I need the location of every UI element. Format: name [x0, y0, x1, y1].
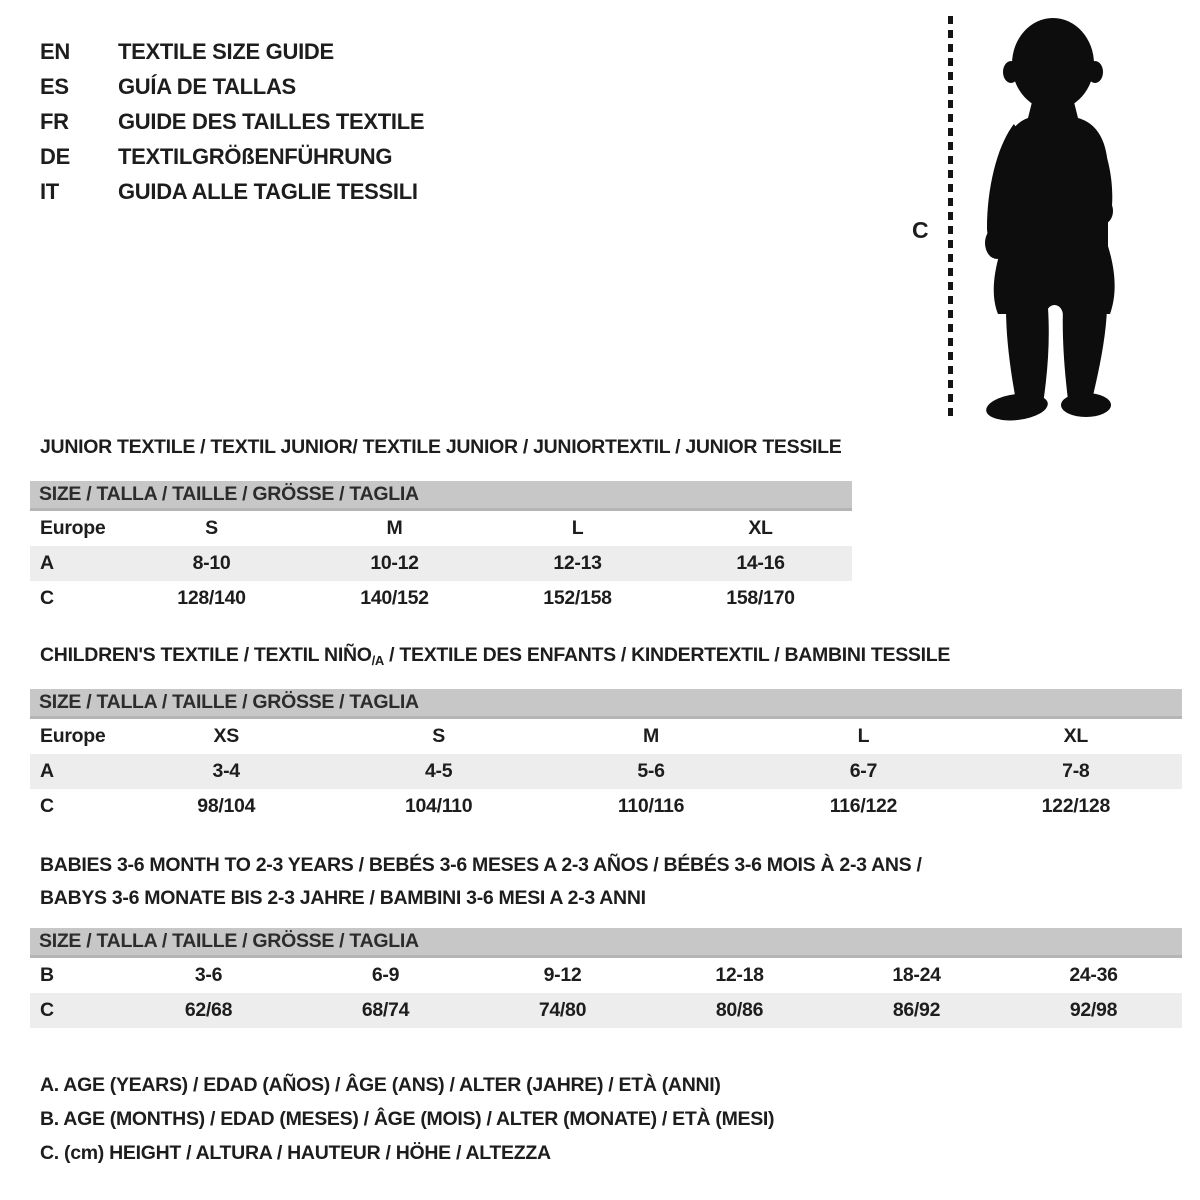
size-cell: S — [205, 517, 218, 539]
value-cell: 152/158 — [543, 587, 612, 609]
value-cell: 4-5 — [424, 760, 453, 782]
language-title-list — [40, 34, 424, 209]
value-cell: 12-13 — [553, 552, 602, 574]
value-cell: 104/110 — [404, 795, 473, 817]
row-label: C — [40, 795, 54, 817]
children-heading-suffix: / TEXTILE DES ENFANTS / KINDERTEXTIL / BAMBINI TESSILE — [384, 644, 951, 666]
value-cell: 62/68 — [184, 999, 233, 1021]
guide-title: GUIDA ALLE TAGLIE TESSILI — [118, 178, 418, 204]
legend-line-b: B. AGE (MONTHS) / EDAD (MESES) / ÂGE (MOIS) / ALTER (MONATE) / ETÀ (MESI) — [40, 1107, 775, 1130]
size-cell: M — [386, 517, 403, 539]
value-cell: 24-36 — [1069, 964, 1118, 986]
size-cell: XL — [748, 517, 773, 539]
value-cell: 3-6 — [194, 964, 223, 986]
value-cell: 80/86 — [715, 999, 764, 1021]
children-section-heading — [40, 644, 950, 668]
language-code: IT — [40, 178, 59, 204]
size-header-bar: SIZE / TALLA / TAILLE / GRÖSSE / TAGLIA — [30, 928, 1182, 958]
children-heading-subscript: /A — [371, 653, 385, 668]
babies-section-heading — [40, 849, 922, 915]
children-heading-prefix: CHILDREN'S TEXTILE / TEXTIL NIÑO — [40, 644, 372, 666]
table-row-age-years — [30, 546, 852, 581]
value-cell: 14-16 — [736, 552, 785, 574]
height-measure-label: C — [912, 217, 929, 243]
table-row-height — [30, 993, 1182, 1028]
guide-title: GUÍA DE TALLAS — [118, 73, 296, 99]
size-cell: M — [643, 725, 659, 747]
value-cell: 6-9 — [371, 964, 400, 986]
value-cell: 110/116 — [617, 795, 685, 817]
value-cell: 98/104 — [197, 795, 256, 817]
value-cell: 158/170 — [726, 587, 795, 609]
value-cell: 116/122 — [829, 795, 898, 817]
height-measure-line — [948, 16, 953, 418]
legend-line-c: C. (cm) HEIGHT / ALTURA / HAUTEUR / HÖHE / ALTEZZA — [40, 1141, 551, 1164]
table-row-height — [30, 581, 852, 616]
table-row-age-years — [30, 754, 1182, 789]
value-cell: 140/152 — [360, 587, 429, 609]
size-cell: XL — [1063, 725, 1088, 747]
value-cell: 68/74 — [361, 999, 410, 1021]
junior-section-heading: JUNIOR TEXTILE / TEXTIL JUNIOR/ TEXTILE JUNIOR / JUNIORTEXTIL / JUNIOR TESSILE — [40, 436, 842, 458]
language-code: DE — [40, 143, 70, 169]
value-cell: 8-10 — [192, 552, 231, 574]
guide-title: GUIDE DES TAILLES TEXTILE — [118, 108, 425, 134]
babies-heading-line1: BABIES 3-6 MONTH TO 2-3 YEARS / BEBÉS 3-6 MESES A 2-3 AÑOS / BÉBÉS 3-6 MOIS À 2-3 ANS / — [40, 854, 922, 876]
value-cell: 3-4 — [212, 760, 240, 782]
row-label: C — [40, 587, 54, 609]
value-cell: 10-12 — [370, 552, 419, 574]
row-label: Europe — [40, 725, 106, 747]
value-cell: 86/92 — [892, 999, 941, 1021]
language-row-it — [40, 174, 424, 209]
value-cell: 92/98 — [1069, 999, 1118, 1021]
table-row-europe — [30, 511, 852, 546]
measure-legend — [40, 1068, 774, 1170]
size-cell: L — [857, 725, 870, 747]
size-cell: S — [432, 725, 445, 747]
value-cell: 74/80 — [538, 999, 587, 1021]
value-cell: 7-8 — [1062, 760, 1090, 782]
value-cell: 128/140 — [177, 587, 246, 609]
row-label: B — [40, 964, 54, 986]
size-header-bar: SIZE / TALLA / TAILLE / GRÖSSE / TAGLIA — [30, 481, 852, 511]
guide-title: TEXTILGRÖßENFÜHRUNG — [118, 143, 393, 169]
row-label: A — [40, 760, 54, 782]
table-row-height — [30, 789, 1182, 824]
value-cell: 6-7 — [849, 760, 878, 782]
table-row-age-months — [30, 958, 1182, 993]
value-cell: 18-24 — [892, 964, 941, 986]
language-code: EN — [40, 38, 70, 64]
language-row-de — [40, 139, 424, 174]
value-cell: 9-12 — [543, 964, 582, 986]
row-label: A — [40, 552, 54, 574]
legend-line-a: A. AGE (YEARS) / EDAD (AÑOS) / ÂGE (ANS) / ALTER (JAHRE) / ETÀ (ANNI) — [40, 1073, 721, 1096]
language-code: ES — [40, 73, 69, 99]
size-header-bar: SIZE / TALLA / TAILLE / GRÖSSE / TAGLIA — [30, 689, 1182, 719]
language-row-en — [40, 34, 424, 69]
language-row-fr — [40, 104, 424, 139]
size-cell: L — [571, 517, 584, 539]
toddler-silhouette-icon — [960, 14, 1145, 424]
table-row-europe — [30, 719, 1182, 754]
babies-heading-line2: BABYS 3-6 MONATE BIS 2-3 JAHRE / BAMBINI 3-6 MESI A 2-3 ANNI — [40, 887, 646, 909]
row-label: C — [40, 999, 54, 1021]
value-cell: 122/128 — [1041, 795, 1111, 817]
value-cell: 12-18 — [715, 964, 764, 986]
babies-size-table — [30, 928, 1182, 1028]
value-cell: 5-6 — [637, 760, 665, 782]
junior-size-table — [30, 481, 852, 616]
row-label: Europe — [40, 517, 106, 539]
children-size-table — [30, 689, 1182, 824]
language-row-es — [40, 69, 424, 104]
language-code: FR — [40, 108, 69, 134]
size-cell: XS — [213, 725, 239, 747]
guide-title: TEXTILE SIZE GUIDE — [118, 38, 334, 64]
